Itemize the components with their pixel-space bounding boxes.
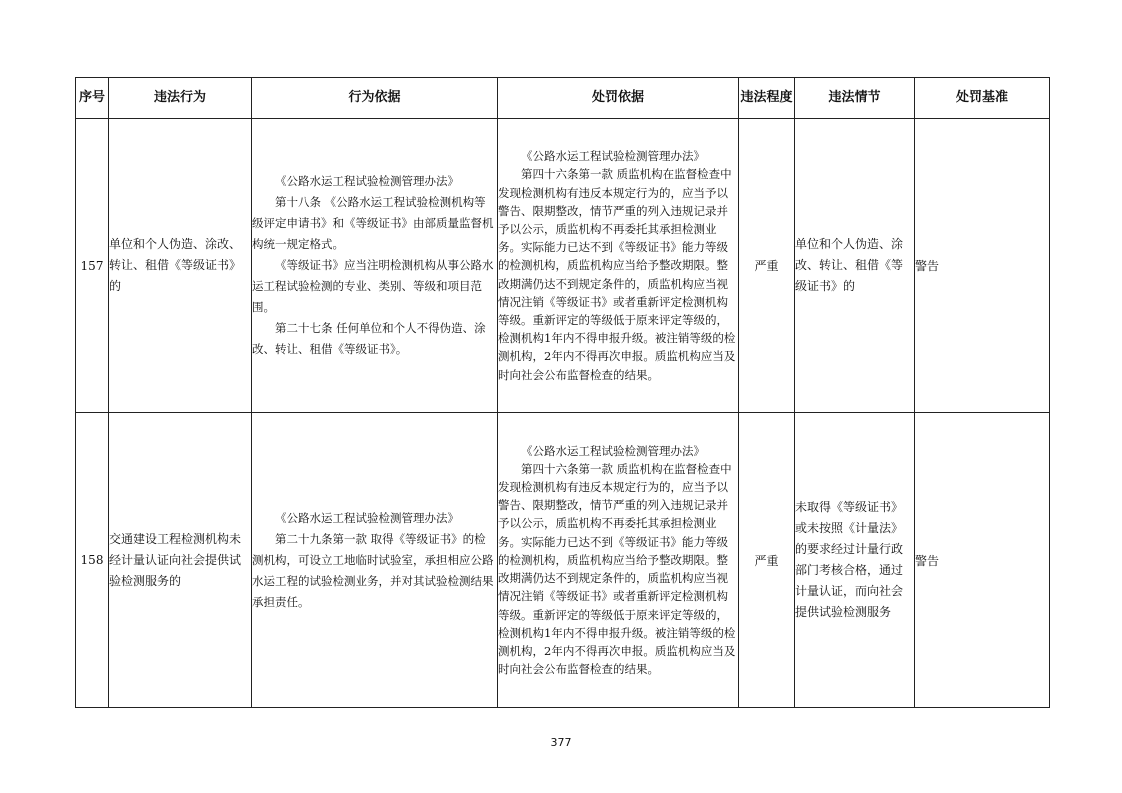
act-basis <box>252 413 498 708</box>
basis-paragraph: 《公路水运工程试验检测管理办法》 <box>275 510 459 525</box>
violation-act: 交通建设工程检测机构未经计量认证向社会提供试验检测服务的 <box>109 413 252 708</box>
penalty-paragraph: 《公路水运工程试验检测管理办法》 <box>521 443 705 458</box>
violation-detail: 未取得《等级证书》或未按照《计量法》的要求经过计量行政部门考核合格，通过计量认证，而向社会提供试验检测服务 <box>795 413 915 708</box>
penalty-basis <box>498 119 739 413</box>
regulation-table <box>75 77 1050 708</box>
header-detail: 违法情节 <box>795 78 915 119</box>
header-penalty: 处罚依据 <box>498 78 739 119</box>
row-number: 157 <box>76 119 109 413</box>
table-row <box>76 413 1050 708</box>
penalty-standard: 警告 <box>915 413 1050 708</box>
row-number: 158 <box>76 413 109 708</box>
basis-paragraph: 第十八条 《公路水运工程试验检测机构等级评定申请书》和《等级证书》由部质量监督机构统一规定格式。 <box>252 195 494 251</box>
act-basis <box>252 119 498 413</box>
basis-paragraph: 《公路水运工程试验检测管理办法》 <box>275 174 459 188</box>
table-row <box>76 119 1050 413</box>
header-act: 违法行为 <box>109 78 252 119</box>
violation-degree: 严重 <box>739 119 795 413</box>
header-row <box>76 78 1050 119</box>
penalty-basis <box>498 413 739 708</box>
header-basis: 行为依据 <box>252 78 498 119</box>
basis-paragraph: 《等级证书》应当注明检测机构从事公路水运工程试验检测的专业、类别、等级和项目范围。 <box>252 258 494 314</box>
violation-degree: 严重 <box>739 413 795 708</box>
basis-paragraph: 第二十七条 任何单位和个人不得伪造、涂改、转让、租借《等级证书》。 <box>252 321 486 356</box>
page-number: 377 <box>550 736 572 749</box>
penalty-standard: 警告 <box>915 119 1050 413</box>
header-degree: 违法程度 <box>739 78 795 119</box>
header-standard: 处罚基准 <box>915 78 1050 119</box>
violation-detail: 单位和个人伪造、涂改、转让、租借《等级证书》的 <box>795 119 915 413</box>
penalty-paragraph: 《公路水运工程试验检测管理办法》 <box>521 149 705 164</box>
header-no: 序号 <box>76 78 109 119</box>
penalty-paragraph: 第四十六条第一款 质监机构在监督检查中发现检测机构有违反本规定行为的，应当予以警告、限期整改，情节严重的列入违规记录并予以公示，质监机构不再委托其承担检测业务。实际能力已达不到《等级证书》能力等级的检测机构，质监机构应当给予整改期限。整改期满仍达不到规定条件的，质监机构应当视情况注销《等级证书》或者重新评定检测机构等级。重新评定的等级低于原来评定等级的，检测机构1年内不得申报升级。被注销等级的检测机构，2年内不得再次申报。质监机构应当及时向社会公布监督检查的结果。 <box>498 461 736 677</box>
violation-act: 单位和个人伪造、涂改、转让、租借《等级证书》的 <box>109 119 252 413</box>
penalty-paragraph: 第四十六条第一款 质监机构在监督检查中发现检测机构有违反本规定行为的，应当予以警告、限期整改，情节严重的列入违规记录并予以公示，质监机构不再委托其承担检测业务。实际能力已达不到《等级证书》能力等级的检测机构，质监机构应当给予整改期限。整改期满仍达不到规定条件的，质监机构应当视情况注销《等级证书》或者重新评定检测机构等级。重新评定的等级低于原来评定等级的，检测机构1年内不得申报升级。被注销等级的检测机构，2年内不得再次申报。质监机构应当及时向社会公布监督检查的结果。 <box>498 167 736 382</box>
basis-paragraph: 第二十九条第一款 取得《等级证书》的检测机构，可设立工地临时试验室，承担相应公路水运工程的试验检测业务，并对其试验检测结果承担责任。 <box>252 531 494 609</box>
